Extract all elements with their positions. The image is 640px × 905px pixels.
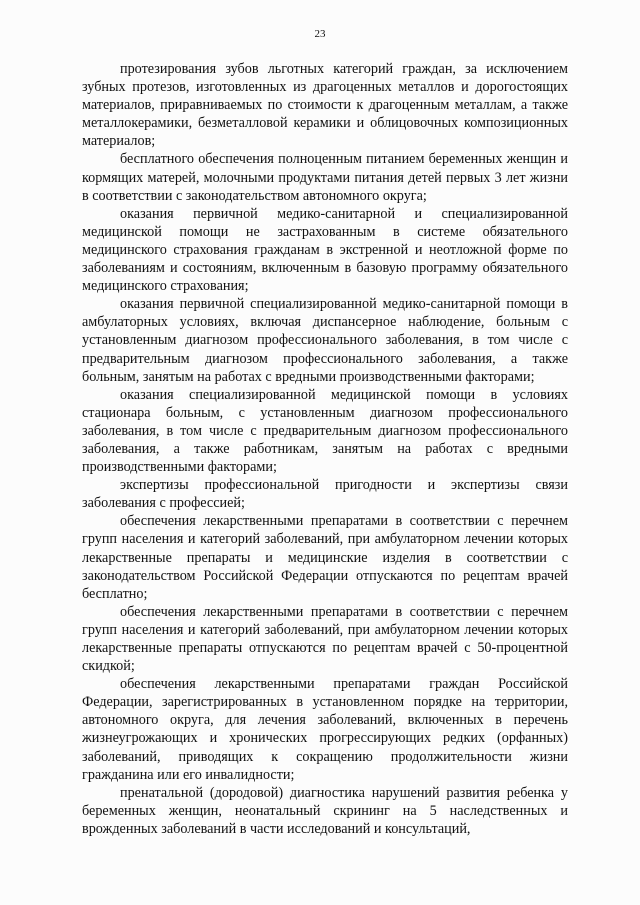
paragraph-text: протезирования зубов льготных категорий граждан, за исключением зубных протезов, изготовленных из драгоценных металлов и дорогостоящих материалов, приравниваемых по стоимости к драгоценным металлам, а также металлокерамики, безметалловой керамики и облицовочных композиционных материалов; — [82, 61, 568, 150]
paragraph-expertise: экспертизы профессиональной пригодности и экспертизы связи заболевания с профессией; — [82, 477, 568, 512]
page-number: 23 — [314, 28, 326, 40]
paragraph-dental-prosthetics — [82, 60, 568, 150]
paragraph-outpatient-occupational: оказания первичной специализированной медико-санитарной помощи в амбулаторных условиях, включая диспансерное наблюдение, больным с установленным диагнозом профессионального заболевания, в том числе с предварительным диагнозом профессионального заболевания, а также больным, занятым на работах с вредными производственными факторами; — [82, 296, 568, 385]
paragraph-nutrition: бесплатного обеспечения полноценным питанием беременных женщин и кормящих матерей, молочными продуктами питания детей первых 3 лет жизни в соответствии с законодательством автономного округа; — [82, 151, 568, 204]
body-text — [82, 60, 568, 838]
paragraph-orphan-diseases: обеспечения лекарственными препаратами граждан Российской Федерации, зарегистрированных в установленном порядке на территории, автономного округа, для лечения заболеваний, включенных в перечень жизнеугрожающих и хронических прогрессирующих редких (орфанных) заболеваний, приводящих к сокращению продолжительности жизни гражданина или его инвалидности; — [82, 676, 568, 783]
paragraph-discount-medicines: обеспечения лекарственными препаратами в соответствии с перечнем групп населения и категорий заболеваний, при амбулаторном лечении которых лекарственные препараты отпускаются по рецептам врачей с 50-процентной скидкой; — [82, 603, 568, 675]
paragraph-inpatient-occupational: оказания специализированной медицинской помощи в условиях стационара больным, с установленным диагнозом профессионального заболевания, в том числе с предварительным диагнозом профессионального заболевания, а также работникам, занятым на работах с вредными производственными факторами; — [82, 386, 568, 476]
paragraph-primary-care-uninsured: оказания первичной медико-санитарной и специализированной медицинской помощи не застрахованным в системе обязательного медицинского страхования гражданам в экстренной и неотложной форме по заболеваниям и состояниям, включенным в базовую программу обязательного медицинского страхования; — [82, 205, 568, 295]
paragraph-prenatal-diagnostics: пренатальной (дородовой) диагностика нарушений развития ребенка у беременных женщин, неонатальный скрининг на 5 наследственных и врожденных заболеваний в части исследований и консультаций, — [82, 784, 568, 837]
paragraph-free-medicines: обеспечения лекарственными препаратами в соответствии с перечнем групп населения и категорий заболеваний, при амбулаторном лечении которых лекарственные препараты и медицинские изделия в соответствии с законодательством Российской Федерации отпускаются по рецептам врачей бесплатно; — [82, 513, 568, 602]
